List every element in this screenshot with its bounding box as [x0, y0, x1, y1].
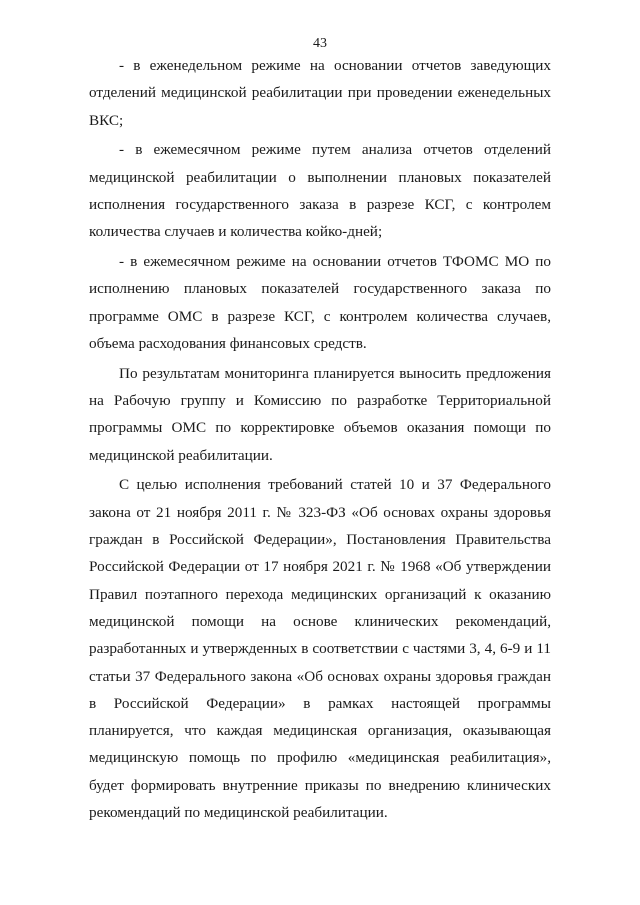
paragraph-weekly-monitoring: - в еженедельном режиме на основании отчетов заведующих отделений медицинской реабилитации при проведении еженедельных ВКС; — [89, 57, 551, 129]
page-number: 43 — [313, 36, 327, 51]
paragraph-monthly-tfoms-reports: - в ежемесячном режиме на основании отчетов ТФОМС МО по исполнению плановых показателей государственного заказа по программе ОМС в разрезе КСГ, с контролем количества случаев, объема расходования финансовых средств. — [89, 253, 551, 352]
paragraph-monthly-department-reports: - в ежемесячном режиме путем анализа отчетов отделений медицинской реабилитации о выполнении плановых показателей исполнения государственного заказа в разрезе КСГ, с контролем количества случаев и количества койко-дней; — [89, 141, 551, 241]
paragraph-monitoring-results: По результатам мониторинга планируется выносить предложения на Рабочую группу и Комиссию по разработке Территориальной программы ОМС по корректировке объемов оказания помощи по медицинской реабилитации. — [89, 364, 551, 464]
paragraph-legal-requirements: С целью исполнения требований статей 10 и 37 Федерального закона от 21 ноября 2011 г. № 323-ФЗ «Об основах охраны здоровья граждан в Российской Федерации», Постановления Правительства Российской Федерации от 17 ноября 2021 г. № 1968 «Об утверждении Правил поэтапного перехода медицинских организаций к оказанию медицинской помощи на основе клинических рекомендаций, разработанных и утвержденных в соответствии с частями 3, 4, 6-9 и 11 статьи 37 Федерального закона «Об основах охраны здоровья граждан в Российской Федерации» в рамках настоящей программы планируется, что каждая медицинская организация, оказывающая медицинскую помощь по профилю «медицинская реабилитация», будет формировать внутренние приказы по внедрению клинических рекомендаций по медицинской реабилитации. — [89, 476, 551, 822]
document-body — [89, 52, 551, 826]
